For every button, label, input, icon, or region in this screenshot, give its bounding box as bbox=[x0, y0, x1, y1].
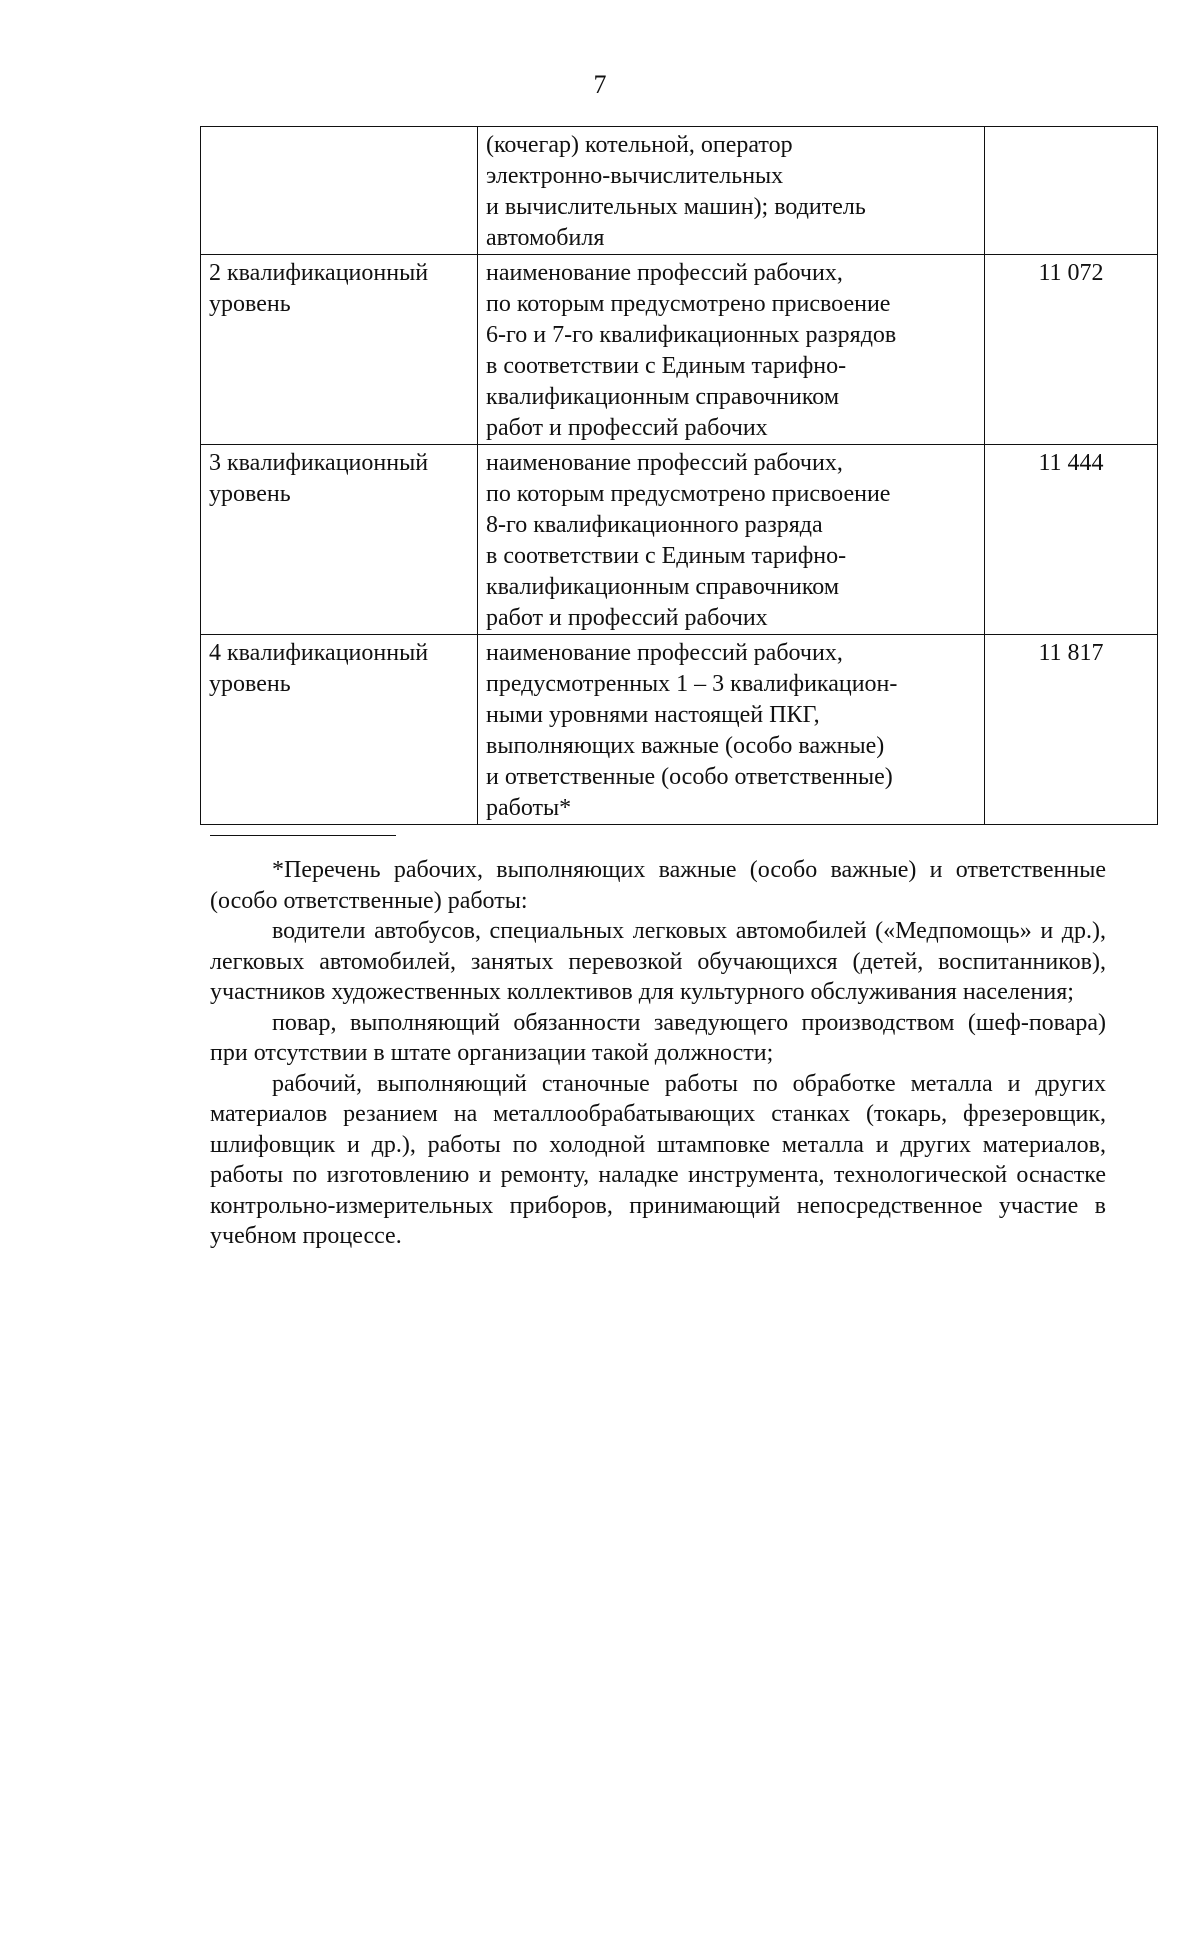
footnote-paragraph: рабочий, выполняющий станочные работы по обработке металла и других материалов резанием на металлообрабатывающих станках (токарь, фрезеровщик, шлифовщик и др.), работы по холодной штамповке металла и других материалов, работы по изготовлению и ремонту, наладке инструмента, технологической оснастке контрольно-измерительных приборов, принимающий непосредственное участие в учебном процессе. bbox=[210, 1070, 1106, 1249]
footnote bbox=[210, 855, 1106, 1252]
footnote-divider bbox=[210, 835, 396, 836]
salary-cell bbox=[985, 127, 1158, 255]
salary-cell: 11 072 bbox=[985, 255, 1158, 445]
description-cell: наименование профессий рабочих, по которым предусмотрено присвоение 6-го и 7-го квалификационных разрядов в соответствии с Единым тарифно- квалификационным справочником работ и профессий рабочих bbox=[478, 255, 985, 445]
description-cell: (кочегар) котельной, оператор электронно-вычислительных и вычислительных машин); водитель автомобиля bbox=[478, 127, 985, 255]
level-cell: 4 квалификационный уровень bbox=[201, 635, 478, 825]
table-row bbox=[201, 445, 1158, 635]
footnote-paragraph: повар, выполняющий обязанности заведующего производством (шеф-повара) при отсутствии в штате организации такой должности; bbox=[210, 1009, 1106, 1066]
table-row bbox=[201, 127, 1158, 255]
description-cell: наименование профессий рабочих, предусмотренных 1 – 3 квалификацион- ными уровнями настоящей ПКГ, выполняющих важные (особо важные) и ответственные (особо ответственные) работы* bbox=[478, 635, 985, 825]
salary-cell: 11 817 bbox=[985, 635, 1158, 825]
level-cell: 3 квалификационный уровень bbox=[201, 445, 478, 635]
description-cell: наименование профессий рабочих, по которым предусмотрено присвоение 8-го квалификационного разряда в соответствии с Единым тарифно- квалификационным справочником работ и профессий рабочих bbox=[478, 445, 985, 635]
level-cell bbox=[201, 127, 478, 255]
table-row bbox=[201, 255, 1158, 445]
footnote-heading: *Перечень рабочих, выполняющих важные (особо важные) и ответственные (особо ответственные) работы: bbox=[210, 857, 1106, 914]
salary-cell: 11 444 bbox=[985, 445, 1158, 635]
level-cell: 2 квалификационный уровень bbox=[201, 255, 478, 445]
footnote-paragraph: водители автобусов, специальных легковых автомобилей («Медпомощь» и др.), легковых автомобилей, занятых перевозкой обучающихся (детей, воспитанников), участников художественных коллективов для культурного обслуживания населения; bbox=[210, 918, 1106, 1005]
page-number: 7 bbox=[593, 70, 607, 99]
qualification-table bbox=[200, 126, 1158, 825]
table-row bbox=[201, 635, 1158, 825]
